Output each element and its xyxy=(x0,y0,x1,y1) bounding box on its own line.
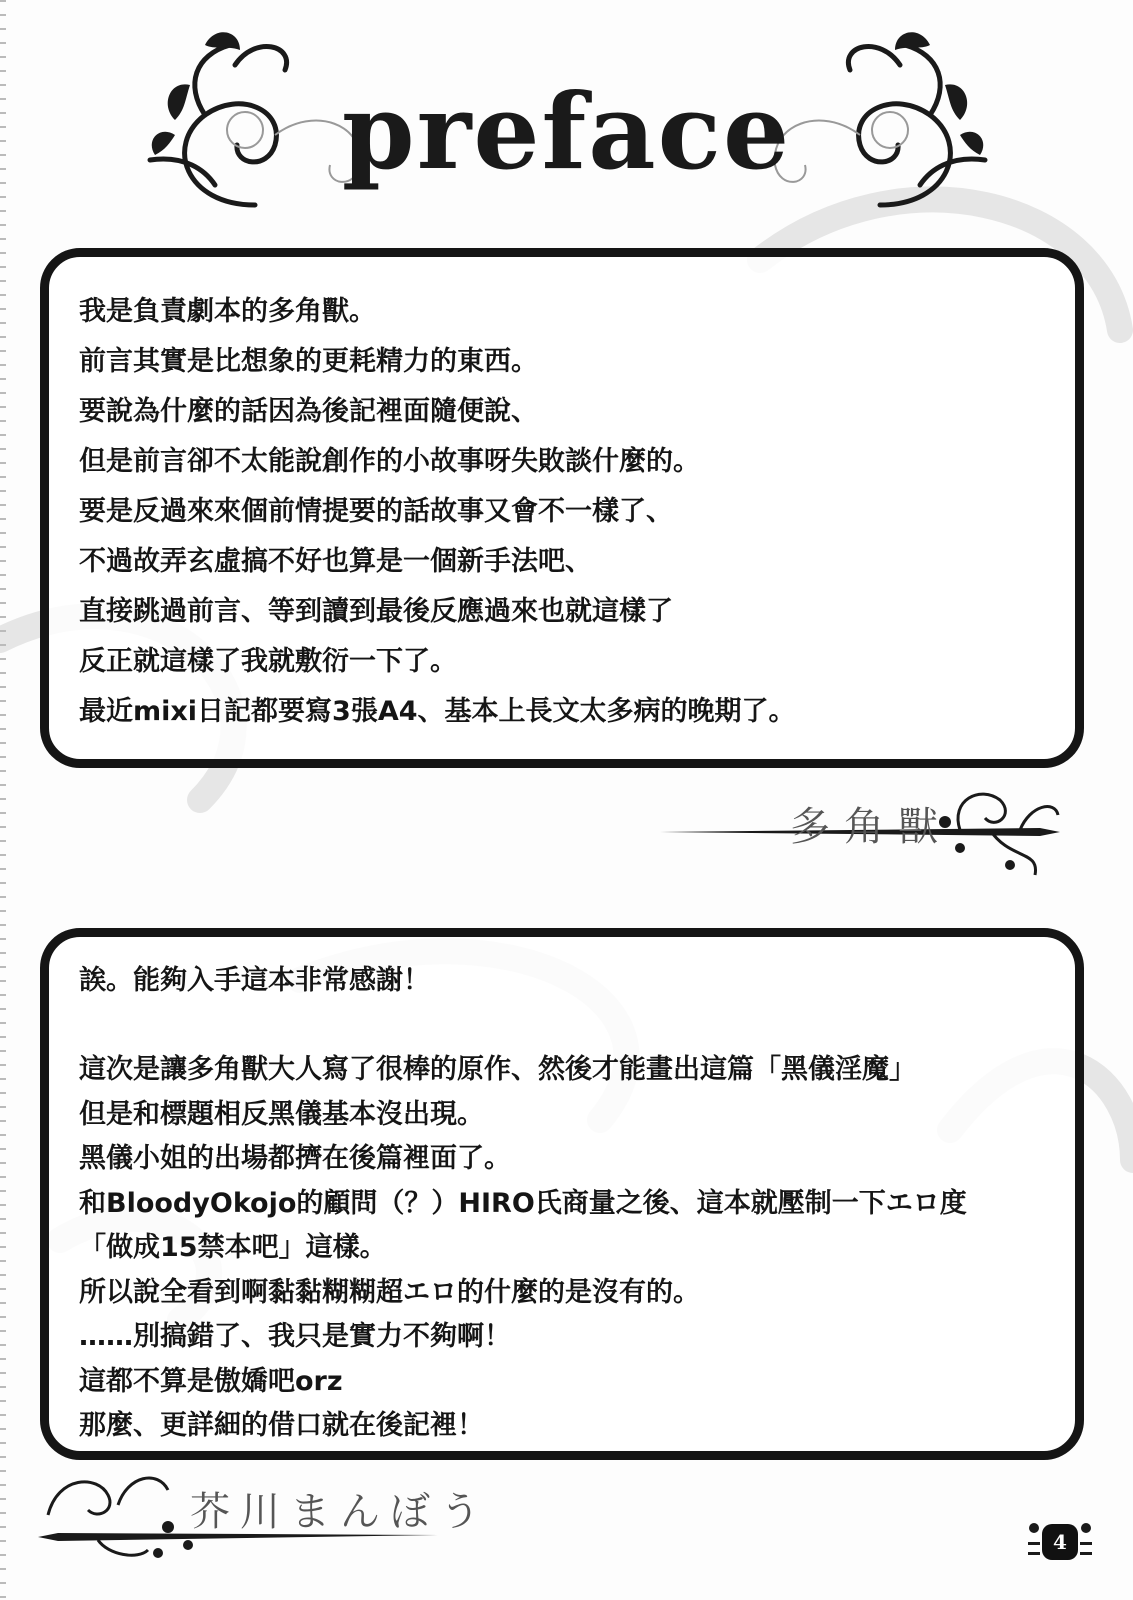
text-line: 要說為什麼的話因為後記裡面隨便說、 xyxy=(79,396,538,427)
text-line: 最近mixi日記都要寫3張A4、基本上長文太多病的晚期了。 xyxy=(79,696,796,727)
text-line: 不過故弄玄虛搞不好也算是一個新手法吧、 xyxy=(79,546,592,577)
blank-line xyxy=(79,1004,1075,1049)
text-box-artist-note xyxy=(40,928,1084,1460)
text-line: ……別搞錯了、我只是實力不夠啊！ xyxy=(79,1321,511,1352)
text-line: 直接跳過前言、等到讀到最後反應過來也就這樣了 xyxy=(79,596,673,627)
text-line: 那麼、更詳細的借口就在後記裡！ xyxy=(79,1410,484,1441)
text-line: 反正就這樣了我就敷衍一下了。 xyxy=(79,646,457,677)
left-margin-dots xyxy=(0,0,6,1600)
signature-author-1: 多角獸 xyxy=(790,804,952,850)
text-line: 和BloodyOkojo的顧問（？）HIRO氏商量之後、這本就壓制一下エロ度 xyxy=(79,1187,967,1219)
text-line: 誒。能夠入手這本非常感謝！ xyxy=(79,965,430,996)
text-line: 「做成15禁本吧」這樣。 xyxy=(79,1232,387,1263)
text-box-author-note xyxy=(40,248,1084,768)
signature-author-2: 芥川まんぼう xyxy=(190,1489,490,1535)
page-number: 4 xyxy=(1042,1524,1078,1560)
text-line: 這次是讓多角獸大人寫了很棒的原作、然後才能畫出這篇「黑儀淫魔」 xyxy=(79,1054,916,1085)
text-line: 所以說全看到啊黏黏糊糊超エロ的什麼的是沒有的。 xyxy=(79,1276,700,1308)
text-line: 但是和標題相反黑儀基本沒出現。 xyxy=(79,1098,484,1130)
text-line: 但是前言卻不太能說創作的小故事呀失敗談什麼的。 xyxy=(79,446,700,477)
text-line: 要是反過來來個前情提要的話故事又會不一樣了、 xyxy=(79,496,673,527)
text-line: 黑儀小姐的出場都擠在後篇裡面了。 xyxy=(79,1143,511,1174)
text-line: 前言其實是比想象的更耗精力的東西。 xyxy=(79,346,538,377)
header xyxy=(0,0,1133,240)
text-line: 我是負責劇本的多角獸。 xyxy=(79,296,376,327)
page-title: preface xyxy=(341,70,792,193)
text-line: 這都不算是傲嬌吧orz xyxy=(79,1365,343,1397)
